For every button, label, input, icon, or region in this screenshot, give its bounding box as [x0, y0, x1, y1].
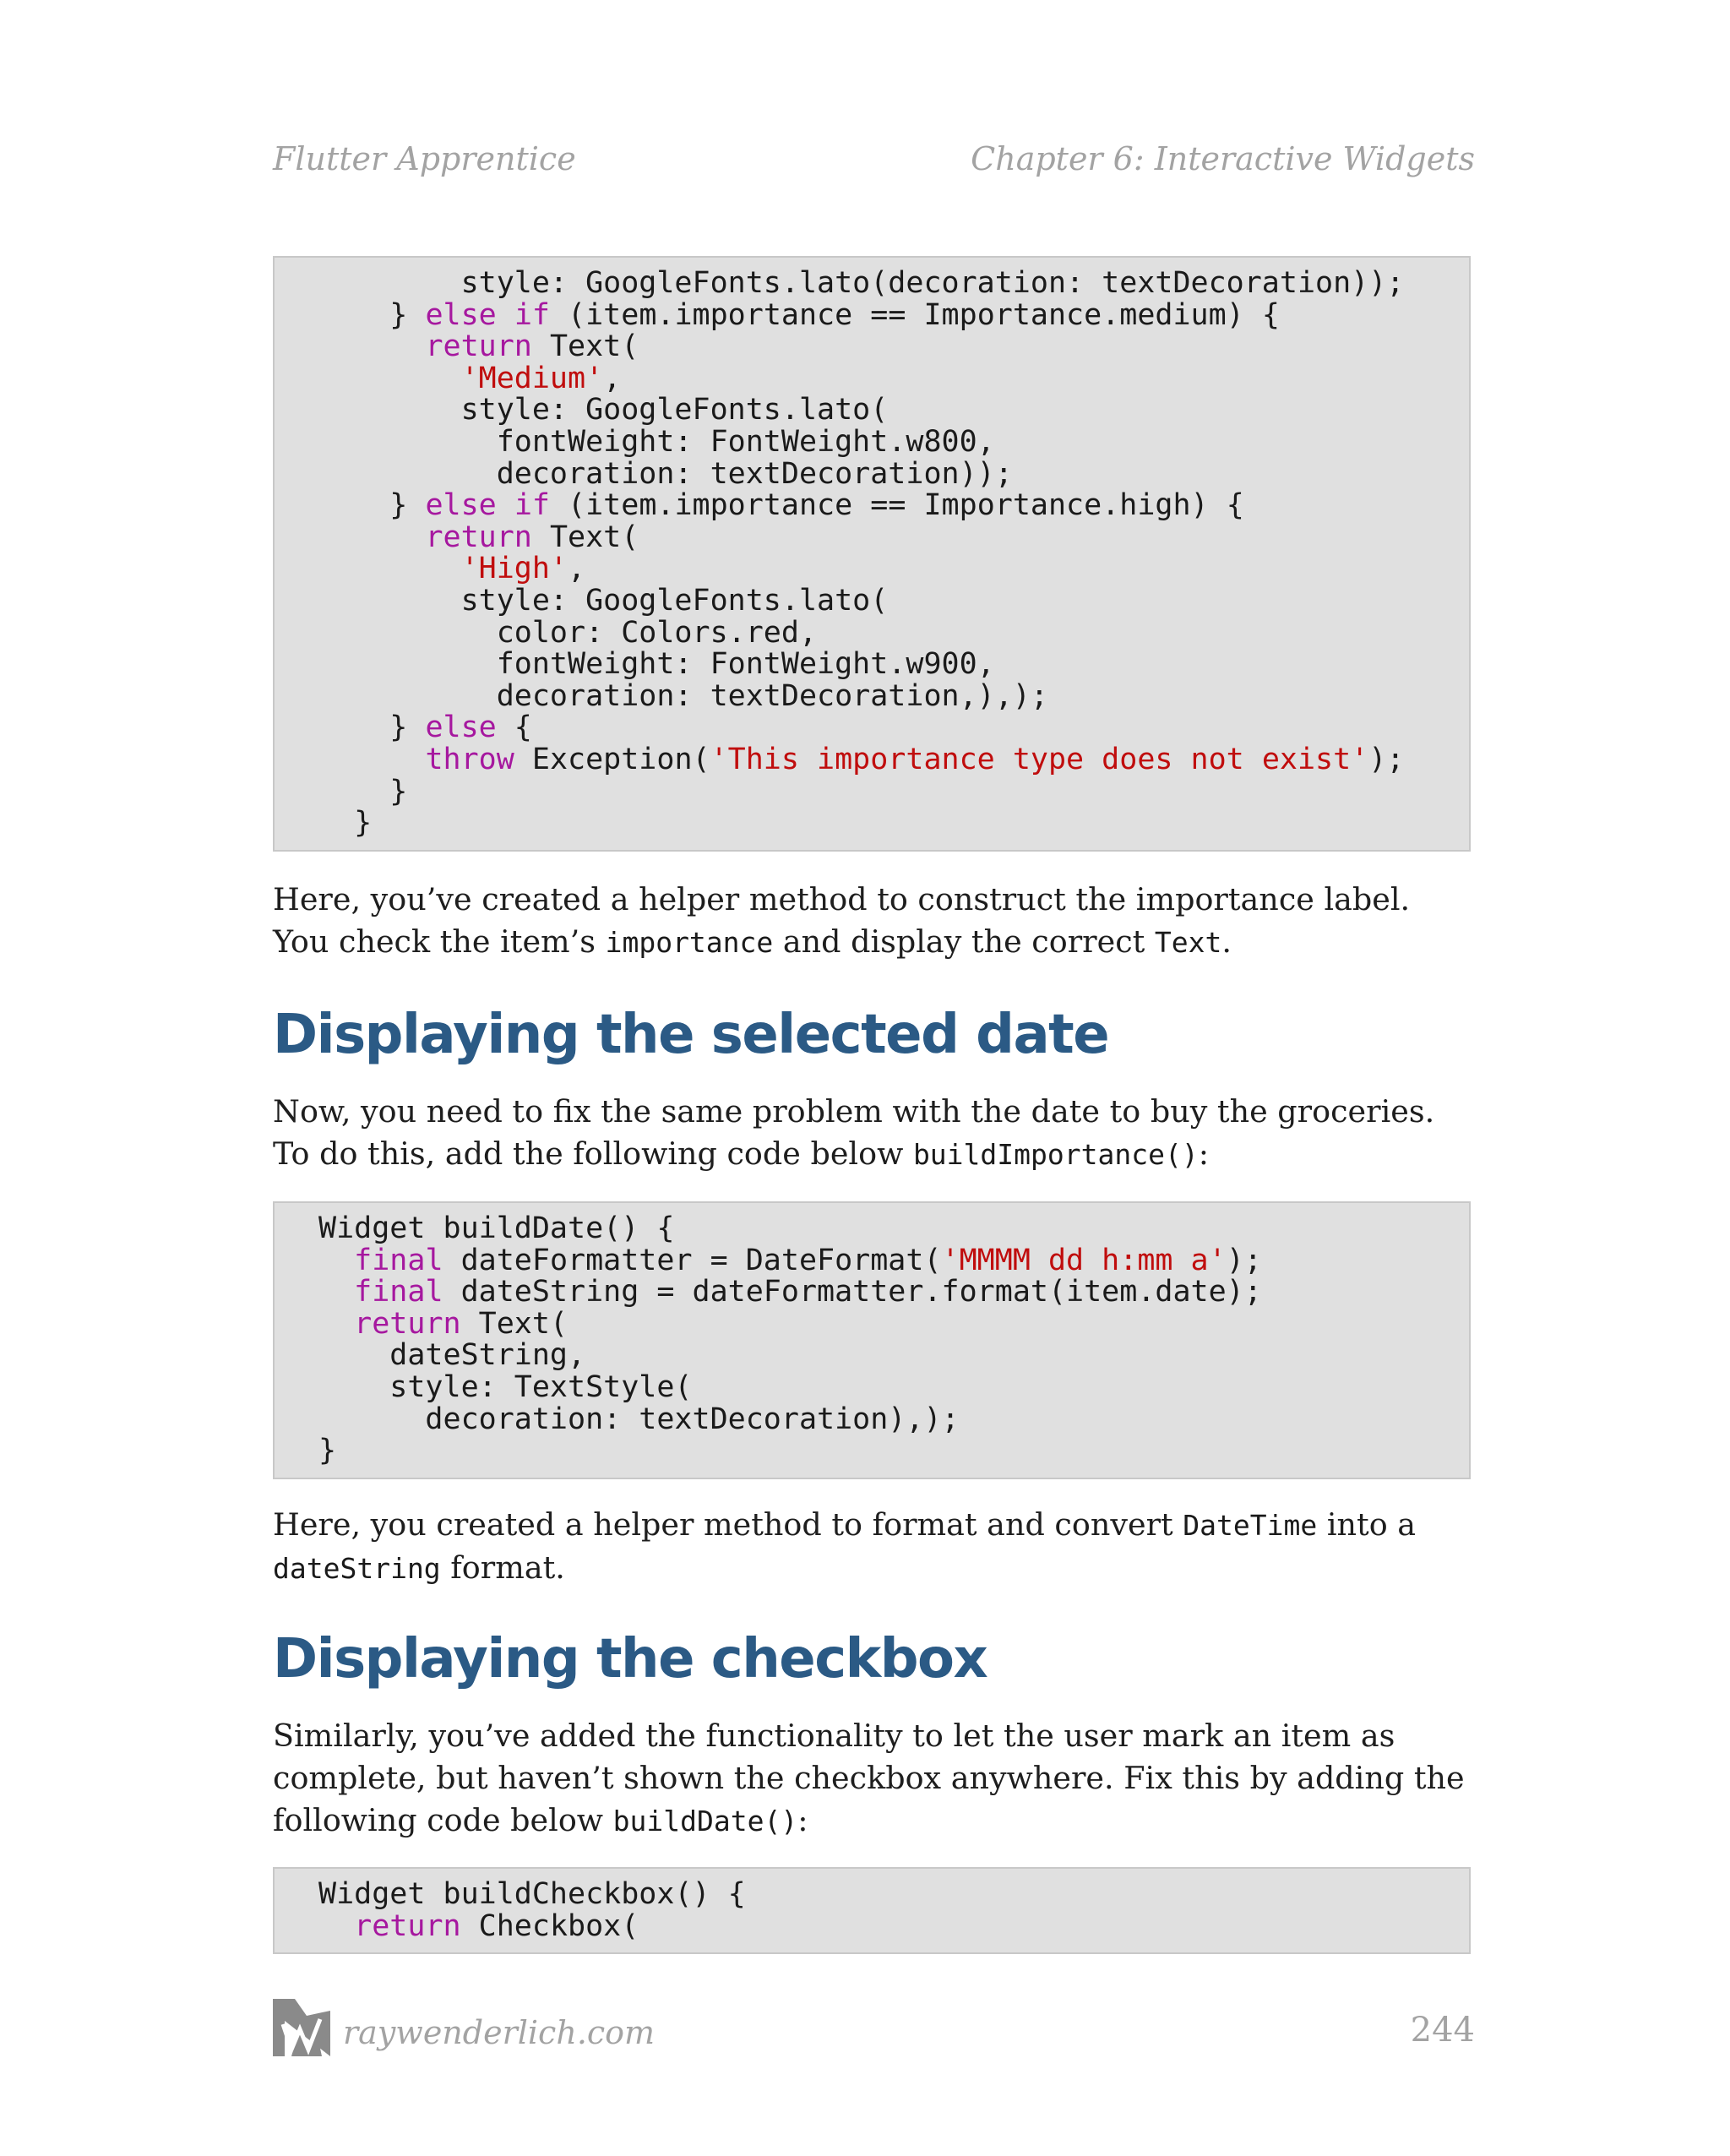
chapter-title: Chapter 6: Interactive Widgets	[971, 140, 1475, 177]
paragraph-text: into a	[1317, 1506, 1417, 1543]
code-keyword: return	[425, 520, 532, 554]
code-text	[318, 362, 461, 395]
code-text	[497, 298, 514, 332]
code-line	[318, 712, 1449, 744]
code-string: 'Medium'	[460, 361, 604, 395]
code-line	[318, 585, 1449, 618]
code-line	[318, 297, 1449, 332]
code-text	[318, 1275, 354, 1309]
code-text: }	[318, 1434, 337, 1468]
code-text: Text(	[531, 329, 639, 364]
code-keyword: return	[425, 329, 532, 364]
code-keyword: else	[425, 488, 497, 523]
section-heading-checkbox: Displaying the checkbox	[273, 1628, 987, 1690]
code-listing	[318, 268, 1449, 840]
code-line	[318, 522, 1449, 554]
code-text: ,	[568, 552, 586, 586]
code-keyword: if	[514, 488, 550, 523]
code-block-importance	[273, 256, 1471, 852]
code-text: dateFormatter = DateFormat(	[443, 1243, 942, 1277]
code-text: Checkbox(	[460, 1908, 639, 1943]
code-keyword: else	[425, 297, 497, 332]
code-keyword: final	[354, 1243, 443, 1277]
code-text: style: GoogleFonts.lato(decoration: textDecoration));	[318, 266, 1405, 300]
paragraph-text: Now, you need to fix the same problem with the date to buy the groceries. To do this, add the following code below	[273, 1093, 1435, 1172]
inline-code: dateString	[273, 1552, 441, 1585]
paragraph-text: Similarly, you’ve added the functionality to let the user mark an item as complete, but haven’t shown the checkbox anywhere. Fix this by adding the following code below	[273, 1718, 1465, 1838]
code-keyword: final	[354, 1275, 443, 1309]
inline-code: buildDate()	[612, 1805, 798, 1838]
code-text: Widget buildCheckbox() {	[318, 1877, 746, 1911]
code-block-build-date	[273, 1201, 1471, 1479]
code-text: );	[1226, 1243, 1262, 1277]
code-keyword: if	[514, 297, 550, 332]
code-line	[318, 1340, 1449, 1372]
code-line	[318, 808, 1449, 840]
code-line	[318, 1245, 1449, 1277]
code-text	[318, 552, 461, 585]
code-keyword: else	[425, 710, 497, 745]
code-string: 'MMMM dd h:mm a'	[941, 1243, 1227, 1277]
code-line	[318, 649, 1449, 681]
code-line	[318, 490, 1449, 522]
book-title: Flutter Apprentice	[273, 140, 576, 177]
code-text	[318, 743, 425, 776]
code-listing	[318, 1213, 1449, 1467]
code-line	[318, 1879, 1449, 1911]
code-line	[318, 678, 1449, 713]
code-text: }	[318, 774, 408, 808]
code-line	[318, 1435, 1449, 1467]
code-text	[318, 520, 425, 554]
raywenderlich-logo-icon	[273, 1999, 330, 2056]
code-line	[318, 1277, 1449, 1309]
code-text: Exception(	[514, 742, 710, 776]
code-text: decoration: textDecoration,),);	[318, 678, 1048, 713]
paragraph-text: and display the correct	[773, 923, 1155, 960]
code-line	[318, 331, 1449, 363]
code-line	[318, 1213, 1449, 1245]
inline-code: importance	[605, 926, 774, 959]
paragraph-date-intro	[273, 1091, 1471, 1176]
code-line	[318, 268, 1449, 300]
code-text: (item.importance == Importance.high) {	[549, 488, 1244, 523]
code-text: Widget buildDate() {	[318, 1211, 675, 1245]
page-number: 244	[1410, 2011, 1475, 2050]
code-line	[318, 553, 1449, 585]
code-line	[318, 744, 1449, 776]
inline-code: Text	[1154, 926, 1222, 959]
inline-code: buildImportance()	[912, 1138, 1199, 1171]
code-text: Text(	[531, 520, 639, 554]
code-keyword: return	[354, 1306, 461, 1341]
code-text	[318, 329, 425, 363]
code-text: fontWeight: FontWeight.w900,	[318, 647, 995, 682]
code-text: style: GoogleFonts.lato(	[318, 583, 889, 618]
code-text	[318, 1307, 354, 1341]
paragraph-text: :	[797, 1802, 808, 1838]
code-text: }	[318, 297, 426, 332]
code-line	[318, 424, 1449, 459]
code-line	[318, 1908, 1449, 1943]
footer-site-link[interactable]: raywenderlich.com	[343, 2014, 656, 2051]
code-text: dateString,	[318, 1338, 586, 1373]
code-text: }	[318, 488, 426, 523]
paragraph-text: :	[1198, 1135, 1210, 1172]
section-heading-selected-date: Displaying the selected date	[273, 1004, 1109, 1066]
inline-code: DateTime	[1183, 1509, 1318, 1542]
code-text: }	[318, 710, 426, 745]
paragraph-text: Here, you created a helper method to format and convert	[273, 1506, 1183, 1543]
code-text: decoration: textDecoration),);	[318, 1402, 960, 1436]
code-text: ,	[603, 361, 622, 395]
code-text: Text(	[460, 1306, 569, 1341]
code-block-build-checkbox	[273, 1867, 1471, 1954]
code-text	[497, 488, 514, 522]
paragraph-importance-explanation	[273, 879, 1471, 964]
paragraph-checkbox-intro	[273, 1715, 1471, 1843]
code-listing	[318, 1879, 1449, 1942]
code-text: color: Colors.red,	[318, 615, 818, 650]
code-text: );	[1368, 742, 1405, 776]
paragraph-text: .	[1221, 923, 1232, 960]
paragraph-date-explanation	[273, 1504, 1471, 1590]
code-line	[318, 456, 1449, 491]
code-text: decoration: textDecoration));	[318, 456, 1013, 491]
code-line	[318, 1306, 1449, 1341]
code-text	[318, 1244, 354, 1277]
code-text: style: GoogleFonts.lato(	[318, 393, 889, 427]
paragraph-text: Here, you’ve created a helper method to construct the importance label. You check the item’s	[273, 881, 1411, 960]
code-text: }	[318, 806, 373, 841]
code-text: style: TextStyle(	[318, 1369, 693, 1404]
code-text: (item.importance == Importance.medium) {	[549, 297, 1280, 332]
code-line	[318, 776, 1449, 808]
code-text: dateString = dateFormatter.format(item.date);	[443, 1275, 1262, 1309]
code-line	[318, 1369, 1449, 1404]
code-string: 'This importance type does not exist'	[710, 742, 1369, 776]
code-line	[318, 395, 1449, 427]
code-text: {	[496, 710, 532, 745]
paragraph-text: format.	[440, 1549, 565, 1586]
code-keyword: throw	[425, 742, 514, 776]
code-text: fontWeight: FontWeight.w800,	[318, 424, 995, 459]
code-text	[318, 1909, 354, 1943]
code-line	[318, 1404, 1449, 1436]
code-keyword: return	[354, 1908, 461, 1943]
code-line	[318, 615, 1449, 650]
code-string: 'High'	[460, 552, 569, 586]
code-line	[318, 363, 1449, 395]
running-header	[273, 140, 1475, 177]
